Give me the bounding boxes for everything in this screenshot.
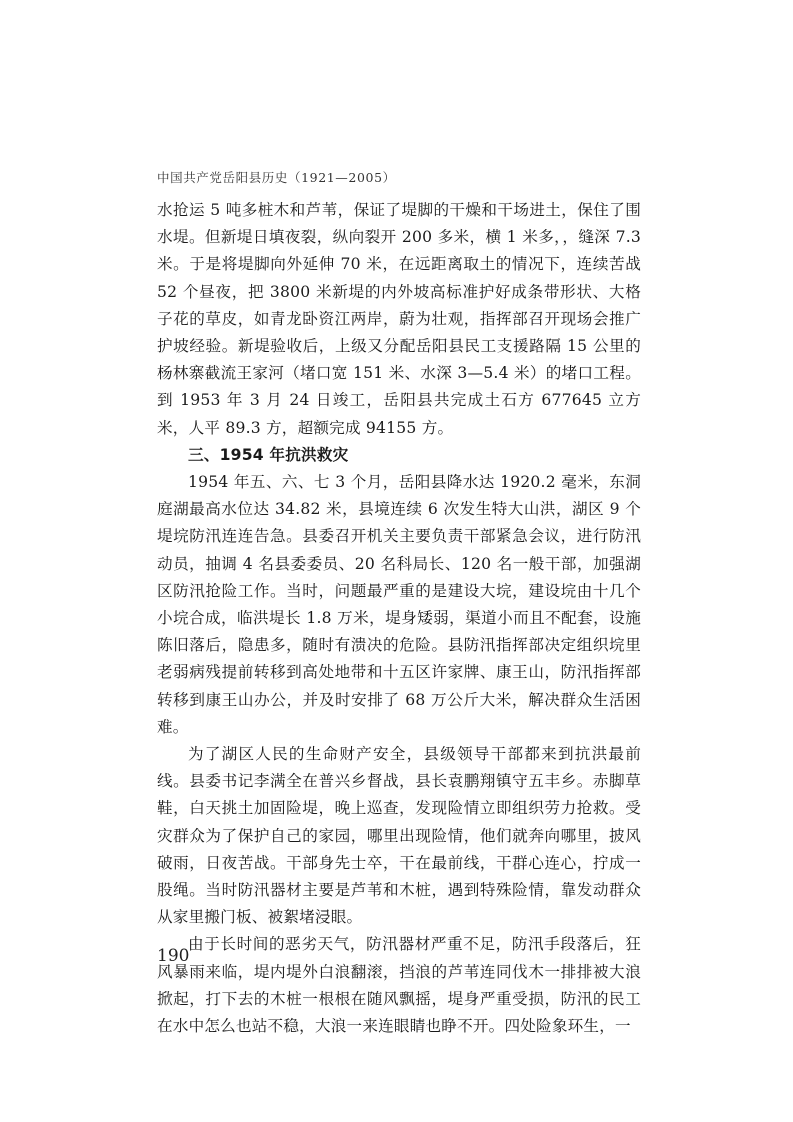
running-head: 中国共产党岳阳县历史（1921—2005） [157, 170, 396, 185]
page-number: 190 [157, 946, 190, 966]
paragraph: 为了湖区人民的生命财产安全，县级领导干部都来到抗洪最前线。县委书记李满全在普兴乡督战，县长袁鹏翔镇守五丰乡。赤脚草鞋，白天挑土加固险堤，晚上巡查，发现险情立即组织劳力抢救。受灾群众为了保护自己的家园，哪里出现险情，他们就奔向哪里，披风破雨，日夜苦战。干部身先士卒，干在最前线，干群心连心，拧成一股绳。当时防汛器材主要是芦苇和木桩，遇到特殊险情，靠发动群众从家里搬门板、被絮堵浸眼。 [157, 745, 641, 927]
paragraph: 由于长时间的恶劣天气，防汛器材严重不足，防汛手段落后，狂风暴雨来临，堤内堤外白浪翻滚，挡浪的芦苇连同伐木一排排被大浪掀起，打下去的木桩一根根在随风飘摇，堤身严重受损，防汛的民工在水中怎么也站不稳，大浪一来连眼睛也睁不开。四处险象环生，一 [157, 935, 641, 1036]
body-text [157, 197, 641, 1040]
paragraph: 1954 年五、六、七 3 个月，岳阳县降水达 1920.2 毫米，东洞庭湖最高水位达 34.82 米，县境连续 6 次发生特大山洪，湖区 9 个堤垸防汛连连告急。县委召开机关主要负责干部紧急会议，进行防汛动员，抽调 4 名县委委员、20 名科局长、120 名一般干部，加强湖区防汛抢险工作。当时，问题最严重的是建设大垸，建设垸由十几个小垸合成，临洪堤长 1.8 万米，堤身矮弱，渠道小而且不配套，设施陈旧落后，隐患多，随时有溃决的危险。县防汛指挥部决定组织垸里老弱病残提前转移到高处地带和十五区许家牌、康王山，防汛指挥部转移到康王山办公，并及时安排了 68 万公斤大米，解决群众生活困难。 [157, 473, 641, 736]
paragraph-continued: 水抢运 5 吨多桩木和芦苇，保证了堤脚的干燥和干场进土，保住了围水堤。但新堤日填夜裂，纵向裂开 200 多米，横 1 米多，，缝深 7.3 米。于是将堤脚向外延伸 70 米，在远距离取土的情况下，连续苦战 52 个昼夜，把 3800 米新堤的内外坡高标准护好成条带形状、大格子花的草皮，如青龙卧资江两岸，蔚为壮观，指挥部召开现场会推广护坡经验。新堤验收后，上级又分配岳阳县民工支援路隔 15 公里的杨林寨截流王家河（堵口宽 151 米、水深 3—5.4 米）的堵口工程。到 1953 年 3 月 24 日竣工，岳阳县共完成土石方 677645 立方米，人平 89.3 方，超额完成 94155 方。 [157, 201, 641, 437]
section-heading: 三、1954 年抗洪救灾 [188, 445, 349, 464]
